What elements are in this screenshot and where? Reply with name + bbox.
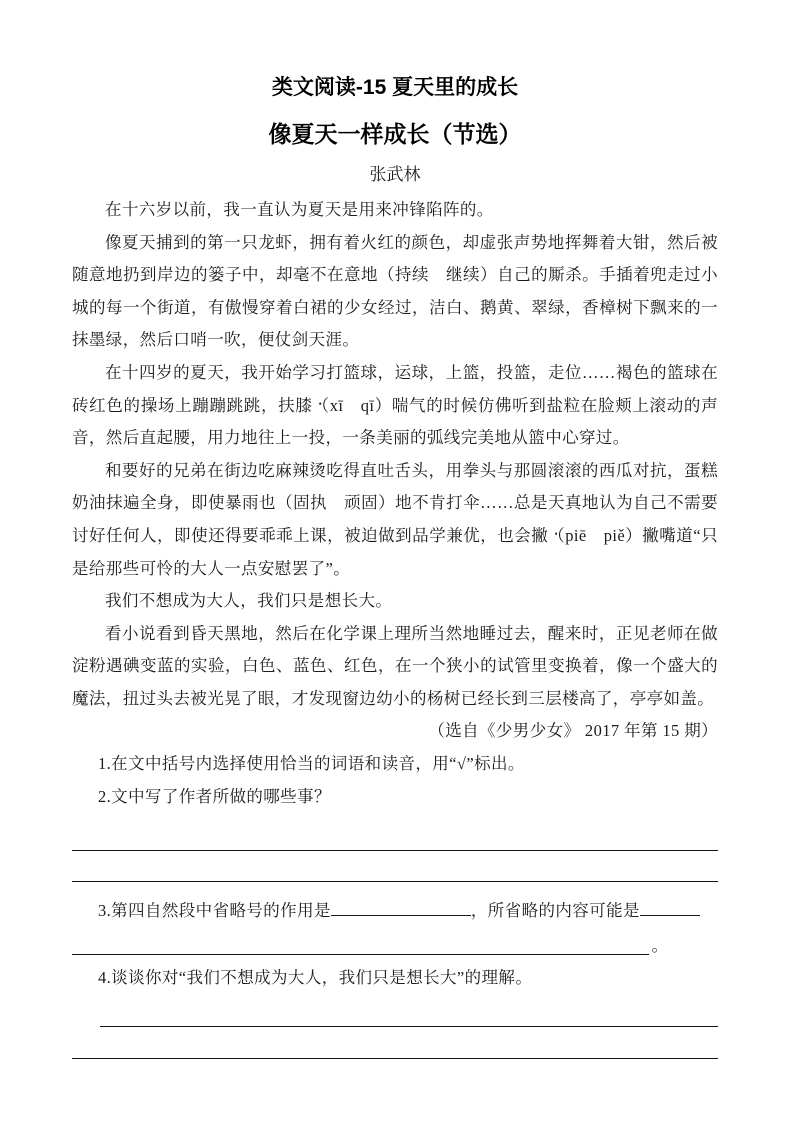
document-title: 类文阅读-15 夏天里的成长 bbox=[271, 76, 519, 99]
article-paragraph bbox=[72, 227, 718, 357]
answer-line bbox=[72, 1058, 718, 1059]
author-name: 张武林 bbox=[369, 164, 421, 184]
question-2: 2.文中写了作者所做的哪些事？ bbox=[98, 786, 331, 806]
emphasized-char: 膝 • bbox=[295, 396, 312, 415]
paragraph-text: 我们不想成为大人，我们只是想长大。 bbox=[105, 591, 393, 611]
paragraph-text: 在十四岁的夏天，我开始学习打篮球，运球，上篮，投篮，走位……褐色的篮球在砖红色的操场上蹦蹦跳跳，扶 bbox=[72, 362, 718, 415]
sentence-period: 。 bbox=[651, 935, 668, 955]
answer-line bbox=[72, 954, 649, 955]
question-1: 1.在文中括号内选择使用恰当的词语和读音，用“√”标出。 bbox=[98, 754, 525, 774]
question-3-mid: ，所省略的内容可能是 bbox=[470, 901, 640, 921]
answer-line bbox=[100, 1026, 718, 1027]
answer-line-with-period bbox=[72, 930, 668, 963]
questions-section bbox=[72, 748, 718, 1059]
article-paragraph bbox=[72, 618, 718, 716]
paragraph-text: 看小说看到昏天黑地，然后在化学课上理所当然地睡过去，醒来时，正见老师在做淀粉遇碘变蓝的实验，白色、蓝色、红色，在一个狭小的试管里变换着，像一个盛大的魔法，扭过头去被光晃了眼，才发现窗边幼小的杨树已经长到三层楼高了，亭亭如盖。 bbox=[72, 623, 718, 708]
paragraph-text: 像夏天捕到的第一只龙虾，拥有着火红的颜色，却虚张声势地挥舞着大钳，然后被随意地扔到岸边的篓子中，却毫不在意地（持续 继续）自己的厮杀。手插着兜走过小城的每一个街道，有傲慢穿着白裙的少女经过，洁白、鹅黄、翠绿，香樟树下飘来的一抹墨绿，然后口哨一吹，便仗剑天涯。 bbox=[72, 232, 718, 350]
paragraph-text: 和要好的兄弟在街边吃麻辣烫吃得直吐舌头，用拳头与那圆滚滚的西瓜对抗，蛋糕奶油抹遍全身，即使暴雨也（固执 顽固）地不肯打伞……总是天真地认为自己不需要讨好任何人，即使还得要乖乖上课，被迫做到品学兼优，也会 bbox=[72, 460, 718, 545]
answer-blank bbox=[331, 901, 471, 916]
source-citation: （选自《少男少女》 2017 年第 15 期） bbox=[428, 721, 718, 741]
answer-blank bbox=[640, 901, 700, 916]
question-3 bbox=[98, 895, 718, 928]
question-4: 4.谈谈你对“我们不想成为大人，我们只是想长大”的理解。 bbox=[98, 968, 533, 988]
article-paragraph bbox=[72, 455, 718, 585]
article-paragraph bbox=[72, 194, 718, 227]
question-3-prefix: 3.第四自然段中省略号的作用是 bbox=[98, 901, 331, 921]
paragraph-text: （xī qī）喘气的时候仿佛听到盐粒在脸颊上滚动的声音，然后直起腰，用力地往上一投，一条美丽的弧线完美地从篮中心穿过。 bbox=[72, 395, 718, 448]
article-paragraph bbox=[72, 585, 718, 618]
answer-line bbox=[72, 850, 718, 851]
article-paragraph bbox=[72, 357, 718, 455]
paragraph-text: （piē piě）撇嘴道“只是给那些可怜的大人一点安慰罢了”。 bbox=[72, 525, 718, 578]
article-body bbox=[72, 194, 718, 716]
answer-line bbox=[72, 881, 718, 882]
emphasized-char: 撇 • bbox=[531, 526, 548, 545]
paragraph-text: 在十六岁以前，我一直认为夏天是用来冲锋陷阵的。 bbox=[105, 199, 494, 219]
article-title: 像夏天一样成长（节选） bbox=[268, 121, 522, 148]
